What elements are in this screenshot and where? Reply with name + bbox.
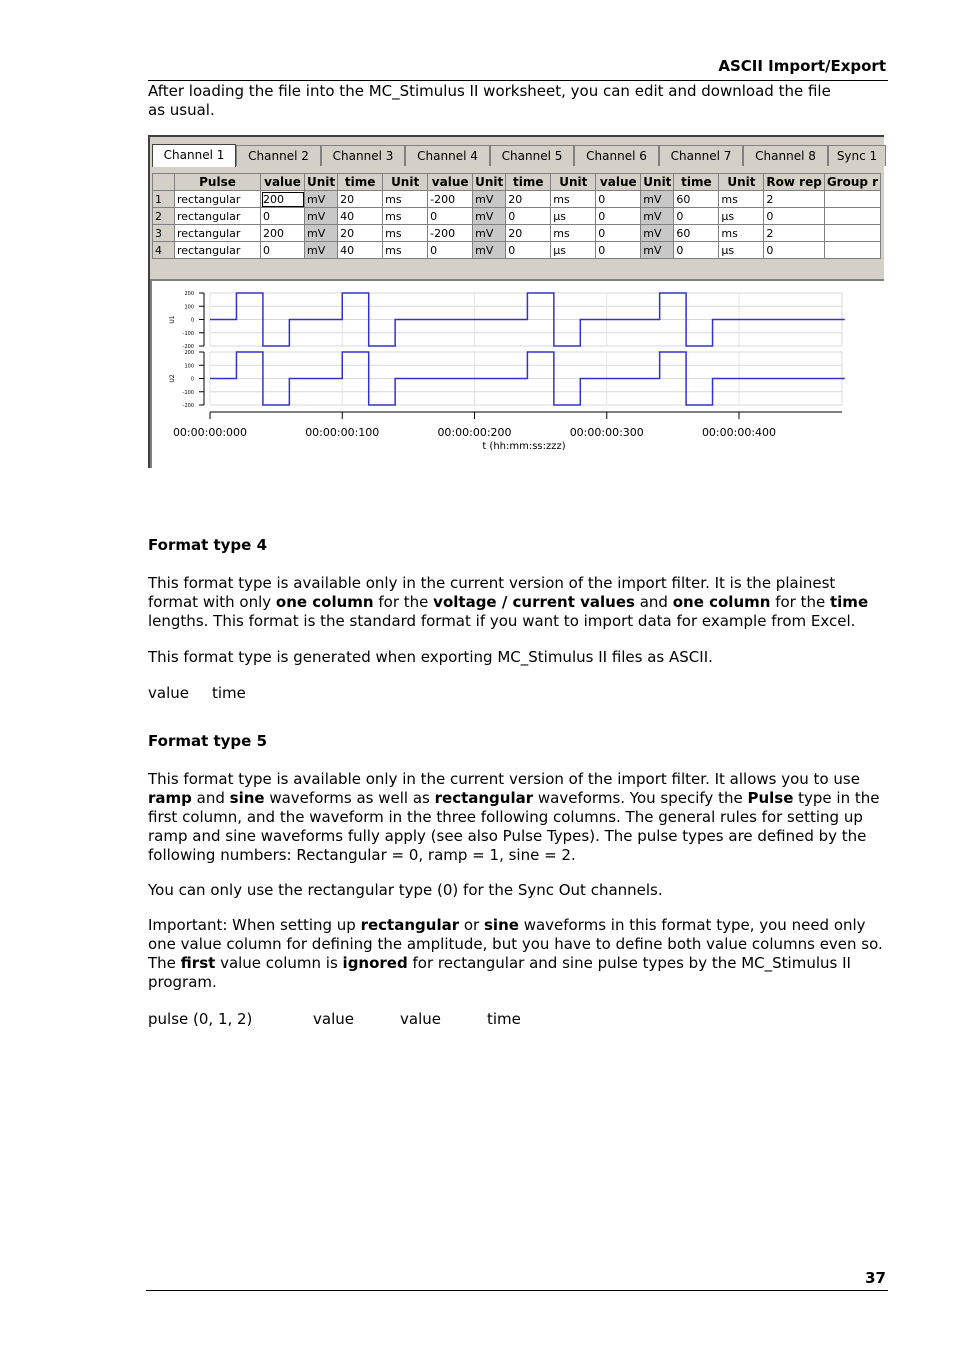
table-cell[interactable]: -200 — [428, 191, 473, 208]
tab-channel-5[interactable]: Channel 5 — [490, 145, 574, 166]
column-header[interactable]: value — [596, 174, 641, 191]
column-header[interactable]: Pulse — [175, 174, 261, 191]
table-cell[interactable]: 200 — [261, 225, 305, 242]
x-tick-label: 00:00:00:300 — [569, 426, 644, 439]
tab-channel-3[interactable]: Channel 3 — [321, 145, 405, 166]
table-cell[interactable]: 0 — [596, 191, 641, 208]
column-header[interactable]: Unit — [719, 174, 764, 191]
series-line-u2 — [210, 352, 845, 405]
stimulus-window — [148, 135, 884, 468]
series-line-u1 — [210, 293, 845, 346]
table-cell[interactable]: ms — [719, 191, 764, 208]
waveform-chart-panel — [150, 279, 884, 468]
body-text: lengths. This format is the standard format if you want to import data for example from Excel. — [148, 612, 856, 630]
emphasis-text: one column — [672, 593, 771, 611]
y-tick-label: 200 — [184, 291, 194, 297]
column-header[interactable]: Row rep — [764, 174, 824, 191]
body-text: This format type is available only in the current version of the import filter. It allows you to use — [148, 770, 860, 788]
table-cell[interactable]: 0 — [506, 208, 551, 225]
table-cell[interactable]: ms — [383, 208, 428, 225]
waveform-chart — [152, 281, 884, 468]
table-cell[interactable]: 0 — [428, 242, 473, 259]
y-tick-label: 100 — [184, 363, 194, 370]
body-text: value column is — [215, 954, 343, 972]
table-cell[interactable]: mV — [305, 208, 338, 225]
body-text: waveforms. You specify the — [533, 789, 748, 807]
column-header[interactable]: time — [674, 174, 719, 191]
format-type-4-description — [148, 574, 888, 631]
x-tick-label: 00:00:00:100 — [305, 426, 380, 439]
table-cell[interactable]: 0 — [764, 208, 824, 225]
y-tick-label: 100 — [184, 304, 194, 311]
column-header[interactable]: time — [506, 174, 551, 191]
body-text: or — [459, 916, 484, 934]
table-cell[interactable]: ms — [383, 191, 428, 208]
pulse-table — [152, 173, 881, 259]
format-type-4-export-note: This format type is generated when exporting MC_Stimulus II files as ASCII. — [148, 648, 713, 666]
format-type-4-heading: Format type 4 — [148, 536, 268, 554]
emphasis-text: ignored — [342, 954, 408, 972]
table-cell[interactable]: rectangular — [175, 242, 261, 259]
table-cell[interactable]: 20 — [338, 225, 383, 242]
table-cell[interactable]: ms — [383, 225, 428, 242]
emphasis-text: time — [830, 593, 869, 611]
table-cell[interactable]: ms — [551, 191, 596, 208]
row-number: 3 — [153, 225, 175, 242]
y-axis-label: U2 — [169, 374, 176, 383]
table-cell[interactable]: 40 — [338, 208, 383, 225]
column-label: time — [487, 1010, 521, 1028]
table-row — [153, 225, 881, 242]
y-tick-label: 200 — [184, 350, 194, 356]
table-cell[interactable]: 0 — [261, 208, 305, 225]
table-cell[interactable] — [824, 191, 880, 208]
table-cell[interactable]: 20 — [338, 191, 383, 208]
table-cell[interactable]: 0 — [261, 242, 305, 259]
table-cell[interactable]: 0 — [506, 242, 551, 259]
row-number: 1 — [153, 191, 175, 208]
table-cell[interactable]: ms — [383, 242, 428, 259]
table-cell[interactable]: µs — [551, 208, 596, 225]
body-text: This format type is available only in the current version of the import filter. It is the plainest format with only — [148, 574, 836, 611]
column-header[interactable]: Unit — [305, 174, 338, 191]
column-label: time — [212, 684, 246, 702]
table-cell[interactable] — [824, 225, 880, 242]
y-tick-label: -200 — [182, 344, 194, 350]
table-cell[interactable]: mV — [305, 225, 338, 242]
table-cell[interactable]: -200 — [428, 225, 473, 242]
column-header[interactable]: value — [261, 174, 305, 191]
table-cell[interactable]: mV — [473, 191, 506, 208]
column-header[interactable]: Group r — [824, 174, 880, 191]
x-tick-label: 00:00:00:200 — [437, 426, 512, 439]
emphasis-text: rectangular — [360, 916, 460, 934]
table-cell[interactable]: mV — [473, 225, 506, 242]
table-cell[interactable]: mV — [305, 242, 338, 259]
body-text: for the — [373, 593, 434, 611]
column-header[interactable]: time — [338, 174, 383, 191]
tab-channel-7[interactable]: Channel 7 — [659, 145, 743, 166]
y-axis-label: U1 — [169, 315, 176, 324]
y-tick-label: 0 — [190, 317, 194, 324]
table-row — [153, 242, 881, 259]
tab-sync-1[interactable]: Sync 1 — [828, 145, 886, 166]
page-number: 37 — [865, 1269, 886, 1287]
column-label: value — [400, 1010, 441, 1028]
table-cell[interactable]: rectangular — [175, 208, 261, 225]
column-header[interactable]: value — [428, 174, 473, 191]
intro-paragraph: After loading the file into the MC_Stimulus II worksheet, you can edit and download the file as usual. — [148, 82, 831, 119]
table-cell[interactable]: 0 — [596, 225, 641, 242]
table-cell[interactable]: 0 — [596, 242, 641, 259]
table-cell[interactable]: µs — [551, 242, 596, 259]
table-cell[interactable]: 20 — [506, 225, 551, 242]
table-cell[interactable] — [824, 242, 880, 259]
row-number: 4 — [153, 242, 175, 259]
format-type-5-columns — [148, 1010, 888, 1029]
header-rule — [148, 80, 888, 81]
emphasis-text: Pulse — [747, 789, 794, 807]
table-cell[interactable]: mV — [641, 242, 674, 259]
table-row — [153, 191, 881, 208]
table-cell[interactable]: mV — [473, 208, 506, 225]
format-type-5-description — [148, 770, 888, 865]
emphasis-text: one column — [275, 593, 374, 611]
emphasis-text: rectangular — [434, 789, 534, 807]
emphasis-text: voltage / current values — [433, 593, 635, 611]
format-type-5-heading: Format type 5 — [148, 732, 268, 750]
tab-channel-4[interactable]: Channel 4 — [405, 145, 490, 166]
body-text: waveforms in this format type, you need only one value column for defining the amplitude, but you have to define both value columns even so. The — [148, 916, 883, 972]
table-cell[interactable]: µs — [719, 242, 764, 259]
table-cell[interactable] — [824, 208, 880, 225]
emphasis-text: first — [180, 954, 216, 972]
body-text: waveforms as well as — [264, 789, 435, 807]
tab-channel-2[interactable]: Channel 2 — [236, 145, 321, 166]
body-text: and — [191, 789, 230, 807]
table-cell[interactable]: ms — [551, 225, 596, 242]
format-type-5-important-note — [148, 916, 888, 992]
column-header[interactable]: Unit — [473, 174, 506, 191]
y-tick-label: -100 — [182, 389, 194, 396]
table-cell[interactable]: mV — [641, 191, 674, 208]
x-tick-label: 00:00:00:400 — [701, 426, 777, 439]
column-label: value — [313, 1010, 354, 1028]
y-tick-label: -200 — [182, 403, 194, 409]
table-cell[interactable]: mV — [641, 225, 674, 242]
table-cell[interactable]: 40 — [338, 242, 383, 259]
body-text: for the — [770, 593, 830, 611]
format-type-5-sync-note: You can only use the rectangular type (0) for the Sync Out channels. — [148, 881, 663, 899]
table-cell[interactable]: µs — [719, 208, 764, 225]
column-label: value — [148, 684, 189, 702]
table-cell[interactable]: 60 — [674, 191, 719, 208]
table-cell[interactable]: rectangular — [175, 225, 261, 242]
grid-corner — [153, 174, 175, 191]
page-header-title: ASCII Import/Export — [718, 57, 886, 75]
x-axis-label: t (hh:mm:ss:zzz) — [482, 441, 566, 452]
table-cell[interactable]: 60 — [674, 225, 719, 242]
table-cell[interactable]: ms — [719, 225, 764, 242]
emphasis-text: ramp — [148, 789, 192, 807]
table-cell[interactable]: mV — [641, 208, 674, 225]
table-cell[interactable]: 2 — [764, 225, 824, 242]
table-cell[interactable]: mV — [305, 191, 338, 208]
table-cell[interactable]: 2 — [764, 191, 824, 208]
tab-channel-6[interactable]: Channel 6 — [574, 145, 659, 166]
column-header[interactable]: Unit — [551, 174, 596, 191]
x-tick-label: 00:00:00:000 — [172, 426, 248, 439]
table-cell[interactable]: mV — [473, 242, 506, 259]
body-text: Important: When setting up — [148, 916, 361, 934]
column-header[interactable]: Unit — [383, 174, 428, 191]
emphasis-text: sine — [229, 789, 265, 807]
table-cell[interactable]: 200 — [261, 191, 305, 208]
table-cell[interactable]: 0 — [674, 208, 719, 225]
y-tick-label: 0 — [190, 376, 194, 383]
table-cell[interactable]: rectangular — [175, 191, 261, 208]
column-header[interactable]: Unit — [641, 174, 674, 191]
table-cell[interactable]: 0 — [596, 208, 641, 225]
table-row — [153, 208, 881, 225]
tab-channel-8[interactable]: Channel 8 — [743, 145, 828, 166]
body-text: for rectangular and sine pulse types by the MC_Stimulus II program. — [148, 954, 851, 991]
table-cell[interactable]: 0 — [674, 242, 719, 259]
column-label: pulse (0, 1, 2) — [148, 1010, 253, 1028]
y-tick-label: -100 — [182, 330, 194, 337]
row-number: 2 — [153, 208, 175, 225]
format-type-4-columns — [148, 684, 888, 703]
tab-channel-1[interactable]: Channel 1 — [152, 144, 236, 167]
table-cell[interactable]: 0 — [764, 242, 824, 259]
table-cell[interactable]: 0 — [428, 208, 473, 225]
emphasis-text: sine — [484, 916, 519, 934]
body-text: and — [634, 593, 673, 611]
footer-rule — [146, 1290, 888, 1291]
table-cell[interactable]: 20 — [506, 191, 551, 208]
body-text: type in the first column, and the waveform in the three following columns. The general rules for setting up ramp and sine waveforms fully apply (see also Pulse Types). The pulse types are defined by the following numbers: Rectangular = 0, ramp = 1, sine = 2. — [148, 789, 880, 864]
